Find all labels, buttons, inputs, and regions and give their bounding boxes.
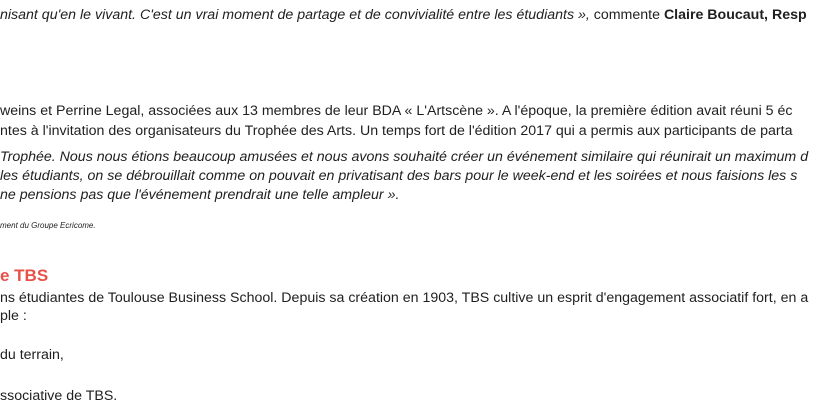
quote-top-plain: commente xyxy=(589,7,664,23)
paragraph-history-line-1: weins et Perrine Legal, associées aux 13 membres de leur BDA « L'Artscène ». A l'époque, la première édition avait réuni 5 éc xyxy=(0,103,793,119)
quote-top-italic: nisant qu'en le vivant. C'est un vrai moment de partage et de convivialité entre les étudiants », xyxy=(0,7,590,23)
section-paragraph-line-1: ns étudiantes de Toulouse Business School. Depuis sa création en 1903, TBS cultive un esprit d'engagement associatif fort, en a xyxy=(0,290,809,306)
list-item: du terrain, xyxy=(0,347,64,363)
list-item: ssociative de TBS. xyxy=(0,388,118,404)
quote-block-line-2: les étudiants, on se débrouillait comme on pouvait en privatisant des bars pour le week-end et les soirées et nous faisions les s xyxy=(0,168,798,184)
section-paragraph-line-2: ple : xyxy=(0,308,27,324)
quote-top-line xyxy=(0,6,807,24)
footnote: ment du Groupe Ecricome. xyxy=(0,221,96,230)
quote-block-line-1: Trophée. Nous nous étions beaucoup amusées et nous avons souhaité créer un événement similaire qui réunirait un maximum d xyxy=(0,149,809,165)
section-heading: e TBS xyxy=(0,266,49,285)
paragraph-history-line-2: ntes à l'invitation des organisateurs du Trophée des Arts. Un temps fort de l'édition 2017 qui a permis aux participants de parta xyxy=(0,123,793,139)
quote-block-line-3: ne pensions pas que l'événement prendrait une telle ampleur ». xyxy=(0,187,400,203)
quote-top-speaker: Claire Boucaut, Resp xyxy=(663,7,807,23)
